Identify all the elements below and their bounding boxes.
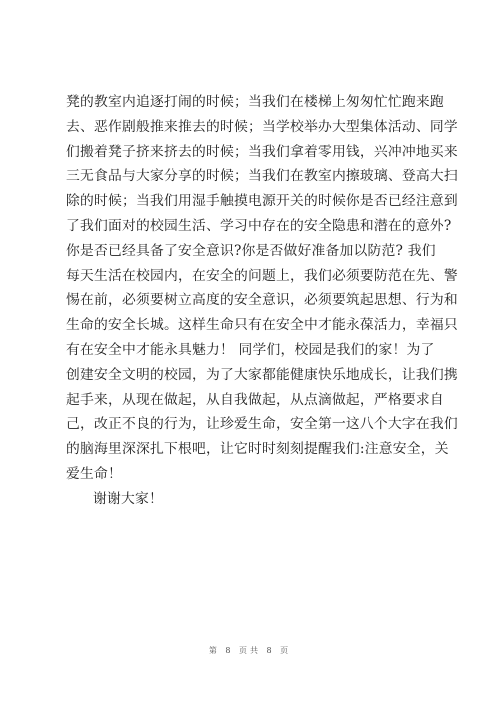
text-line: 的脑海里深深扎下根吧，让它时时刻刻提醒我们:注意安全，关 (66, 441, 449, 458)
text-line: 爱生命！ (66, 465, 122, 482)
text-line: 你是否已经具备了安全意识?你是否做好准备加以防范? 我们 (66, 242, 436, 259)
text-line: 了我们面对的校园生活、学习中存在的安全隐患和潜在的意外? (66, 217, 452, 234)
text-line: 惕在前，必须要树立高度的安全意识，必须要筑起思想、行为和 (66, 292, 458, 309)
closing-line: 谢谢大家！ (93, 490, 163, 507)
text-line: 每天生活在校园内，在安全的问题上，我们必须要防范在先、警 (66, 267, 458, 284)
page-footer: 第 8 页共 8 页 (208, 646, 292, 655)
text-line: 有在安全中才能永具魅力！ 同学们，校园是我们的家！为了 (66, 341, 435, 358)
text-line: 除的时候；当我们用湿手触摸电源开关的时候你是否已经注意到 (66, 193, 458, 210)
text-line: 凳的教室内追逐打闹的时候；当我们在楼梯上匆匆忙忙跑来跑 (66, 94, 444, 110)
text-line: 生命的安全长城。这样生命只有在安全中才能永葆活力，幸福只 (66, 317, 458, 334)
text-line: 起手来，从现在做起，从自我做起，从点滴做起，严格要求自 (66, 391, 444, 408)
body-text (66, 90, 458, 512)
text-line: 三无食品与大家分享的时候；当我们在教室内擦玻璃、登高大扫 (66, 168, 458, 185)
text-line: 己，改正不良的行为，让珍爱生命，安全第一这八个大字在我们 (66, 416, 458, 433)
text-line: 去、恶作剧般推来推去的时候；当学校举办大型集体活动、同学 (66, 118, 458, 135)
text-line: 们搬着凳子挤来挤去的时候；当我们拿着零用钱，兴冲冲地买来 (66, 143, 458, 160)
text-line: 创建安全文明的校园，为了大家都能健康快乐地成长，让我们携 (66, 366, 458, 383)
